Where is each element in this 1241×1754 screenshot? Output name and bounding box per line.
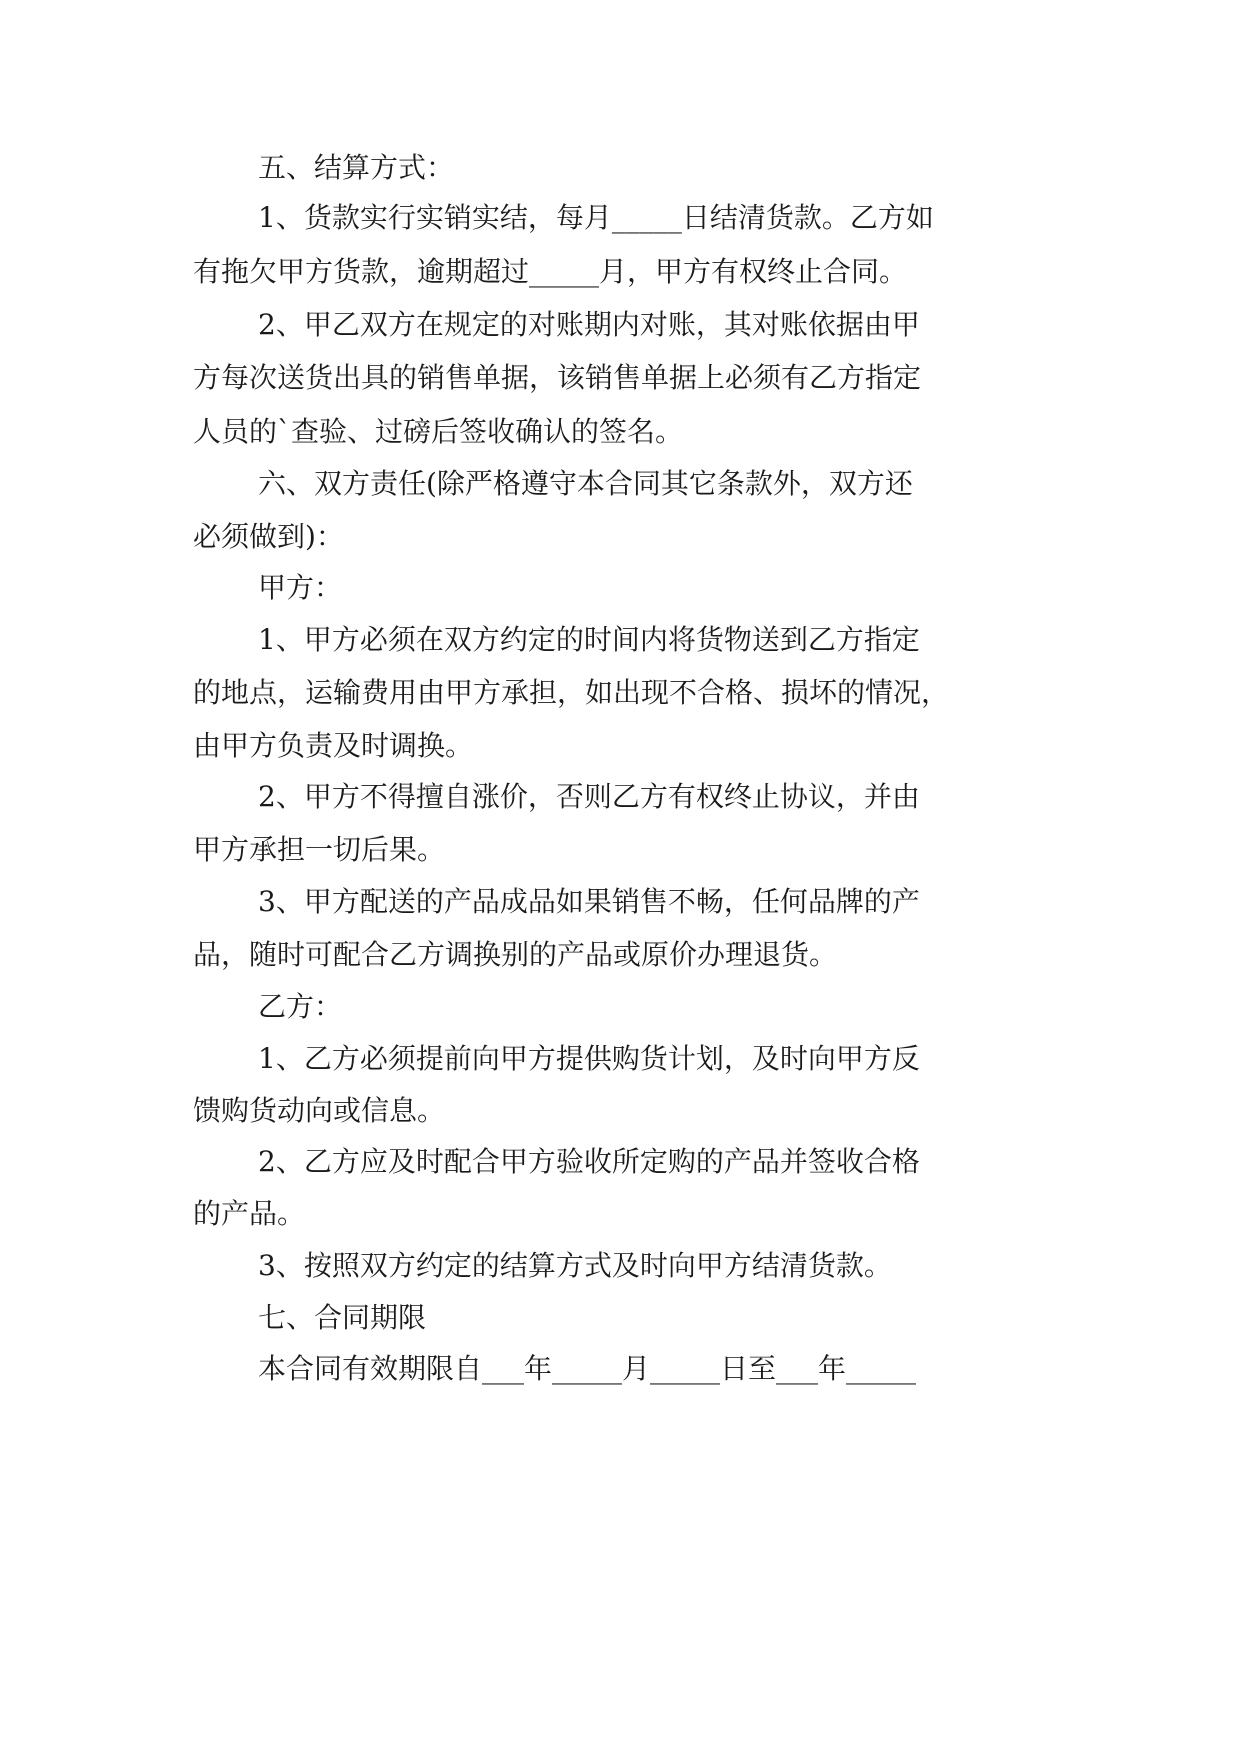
paragraph-line: 本合同有效期限自___年_____月_____日至___年_____: [258, 1352, 917, 1385]
paragraph-line: 甲方承担一切后果。: [193, 833, 446, 866]
paragraph-line: 3、甲方配送的产品成品如果销售不畅，任何品牌的产: [258, 885, 920, 918]
paragraph-line: 方每次送货出具的销售单据，该销售单据上必须有乙方指定: [193, 361, 922, 394]
paragraph-line: 2、甲乙双方在规定的对账期内对账，其对账依据由甲: [258, 308, 920, 341]
paragraph-line: 2、乙方应及时配合甲方验收所定购的产品并签收合格: [258, 1145, 920, 1178]
paragraph-line: 的产品。: [193, 1197, 306, 1230]
section-heading-term: 七、合同期限: [258, 1301, 427, 1334]
section-heading-settlement: 五、结算方式：: [258, 151, 455, 184]
paragraph-line: 的地点，运输费用由甲方承担，如出现不合格、损坏的情况，: [193, 676, 950, 709]
party-b-heading: 乙方：: [258, 990, 343, 1023]
section-heading-responsibilities: 六、双方责任(除严格遵守本合同其它条款外，双方还: [258, 467, 913, 500]
paragraph-line: 2、甲方不得擅自涨价，否则乙方有权终止协议，并由: [258, 780, 920, 813]
paragraph-line: 1、乙方必须提前向甲方提供购货计划，及时向甲方反: [258, 1042, 920, 1075]
party-a-heading: 甲方：: [258, 571, 343, 604]
paragraph-line: 有拖欠甲方货款，逾期超过_____月，甲方有权终止合同。: [193, 255, 908, 288]
paragraph-line: 由甲方负责及时调换。: [193, 729, 474, 762]
paragraph-line: 人员的`查验、过磅后签收确认的签名。: [193, 415, 684, 448]
paragraph-line: 必须做到)：: [193, 520, 344, 553]
paragraph-line: 1、甲方必须在双方约定的时间内将货物送到乙方指定: [258, 623, 920, 656]
paragraph-line: 品，随时可配合乙方调换别的产品或原价办理退货。: [193, 938, 838, 971]
paragraph-line: 1、货款实行实销实结，每月_____日结清货款。乙方如: [258, 201, 934, 234]
paragraph-line: 3、按照双方约定的结算方式及时向甲方结清货款。: [258, 1249, 892, 1282]
paragraph-line: 馈购货动向或信息。: [193, 1094, 446, 1127]
